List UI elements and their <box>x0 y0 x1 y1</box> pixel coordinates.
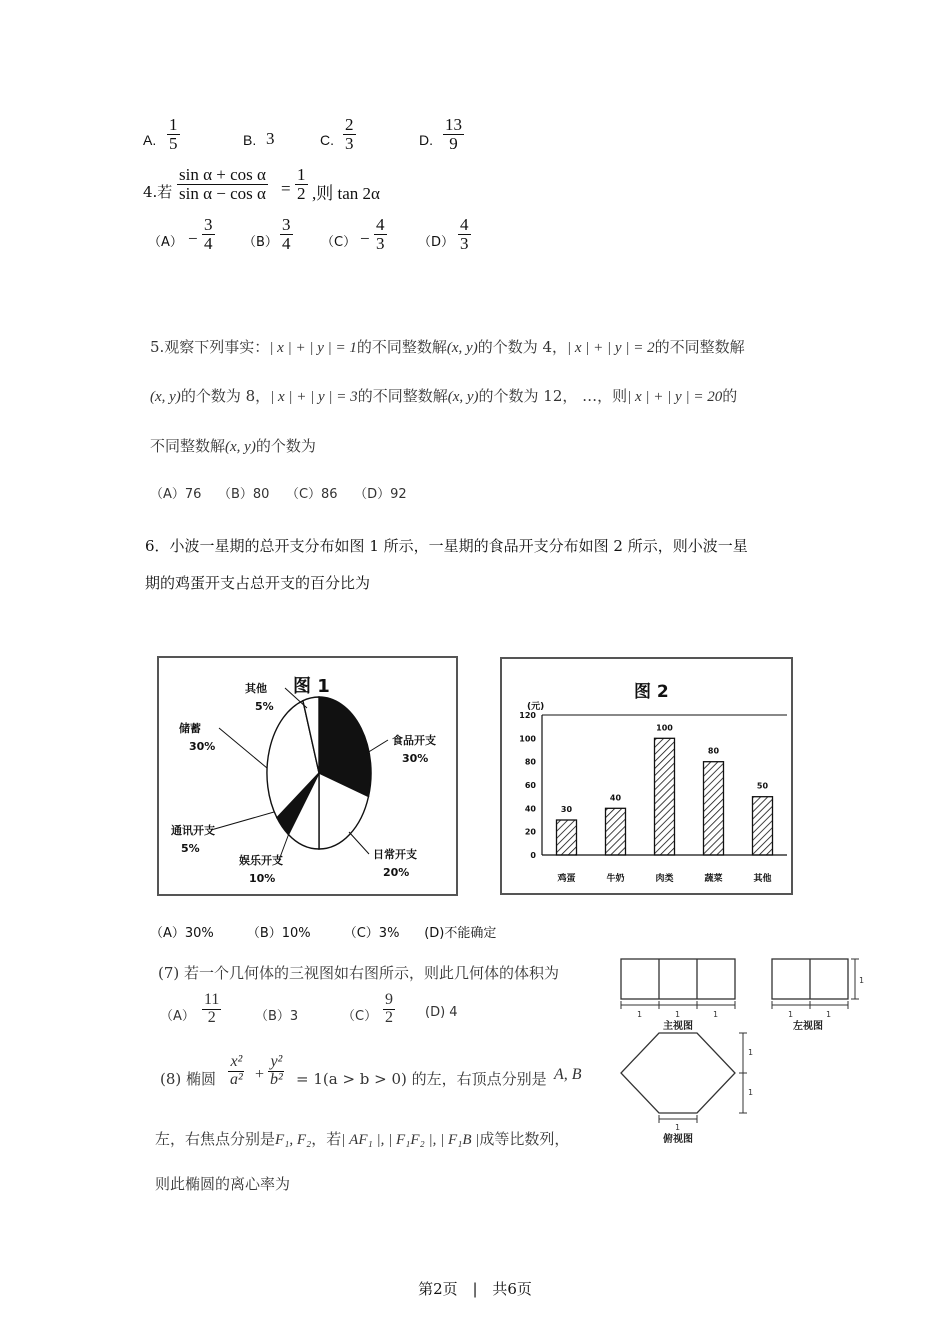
q4-prefix: 4.若 <box>143 183 173 201</box>
top-view-label: 俯视图 <box>663 1134 693 1145</box>
q4-option-b-fraction <box>280 216 293 253</box>
top-view <box>621 1033 747 1123</box>
q4-options <box>148 216 548 266</box>
q3-option-d-fraction <box>443 116 464 153</box>
pie-value-label: 30% <box>189 740 216 753</box>
q7-c-numerator: 9 <box>385 991 393 1008</box>
q7-option-a-fraction <box>202 992 221 1027</box>
q8-plus: + <box>255 1066 265 1083</box>
top-dim-height-2: 1 <box>748 1088 754 1097</box>
q7-option-b: （B）3 <box>255 1009 299 1024</box>
q4-option-d-fraction <box>458 216 471 253</box>
bar-title: 图 2 <box>634 682 669 702</box>
q8-if-text: ，若 <box>311 1130 342 1148</box>
bar-category-label: 鸡蛋 <box>557 874 576 884</box>
front-dim-1: 1 <box>637 1010 643 1019</box>
bar-data-label: 50 <box>756 781 769 791</box>
q4-c-denominator: 3 <box>376 233 385 253</box>
q5-intro: 5.观察下列事实： <box>150 338 270 356</box>
pie-leader-line <box>219 728 267 768</box>
q5-count-4: 的个数为 4， <box>477 338 568 356</box>
q4-a-denominator: 4 <box>204 233 213 253</box>
q8-vertices: A, B <box>554 1066 582 1083</box>
q3-d-denominator: 9 <box>449 133 458 153</box>
bar-y-tick-label: 120 <box>519 711 536 720</box>
bar-category-label: 牛奶 <box>606 874 625 884</box>
q5-equation-20: | x | + | y | = 20 <box>627 389 723 405</box>
front-view <box>621 959 735 1009</box>
q8-x-fraction <box>228 1054 245 1089</box>
pie-leader-line <box>367 740 388 753</box>
q5-text-count-is: 的个数为 <box>255 437 316 455</box>
page-number: 第2页 <box>418 1280 458 1298</box>
q5-text-de: 的 <box>722 387 738 405</box>
q3-a-denominator: 5 <box>169 133 178 153</box>
pie-label: 日常开支 <box>373 848 417 861</box>
pie-chart <box>159 658 456 894</box>
pie-label: 储蓄 <box>179 722 201 735</box>
q8-foci-text: 左，右焦点分别是 <box>155 1130 276 1148</box>
bar-chart <box>502 659 791 893</box>
q7-option-a-label: （A） <box>160 1009 195 1024</box>
q5-text-solutions-2: 的不同整数解 <box>654 338 745 356</box>
q5-line-1 <box>150 336 850 357</box>
q3-option-a-label: A. <box>143 132 157 148</box>
q3-c-denominator: 3 <box>345 133 354 153</box>
q3-d-numerator: 13 <box>445 115 462 134</box>
q7-option-d: (D) 4 <box>425 1005 458 1020</box>
q4-d-numerator: 4 <box>460 215 469 234</box>
pie-title: 图 1 <box>293 676 330 697</box>
q3-options <box>143 116 483 166</box>
bar-category-label: 其他 <box>753 874 772 884</box>
top-dim-width: 1 <box>675 1123 681 1132</box>
q4-main-fraction <box>177 166 268 203</box>
bar-category-label: 蔬菜 <box>704 874 723 884</box>
pie-label: 娱乐开支 <box>239 854 283 867</box>
q5-text-solutions-3: 的不同整数解 <box>357 387 448 405</box>
bar-鸡蛋 <box>557 820 577 855</box>
q4-option-b-label: （B） <box>243 235 278 250</box>
pie-leader-line <box>349 832 369 854</box>
side-dim-2: 1 <box>826 1010 832 1019</box>
side-view <box>772 959 859 1009</box>
pie-value-label: 5% <box>255 700 274 713</box>
q3-option-c-fraction <box>343 116 356 153</box>
q4-option-c-sign: − <box>360 229 370 248</box>
q5-text-solutions-1: 的不同整数解 <box>356 338 447 356</box>
q8-stem-a: (8) 椭圆 <box>160 1070 217 1088</box>
three-view-drawing <box>615 955 870 1145</box>
q8-y-denominator: b² <box>270 1070 283 1088</box>
front-view-label: 主视图 <box>663 1021 693 1032</box>
q5-pair-3: (x, y) <box>447 389 479 405</box>
figure-2-box <box>500 657 793 895</box>
q3-option-b-value: 3 <box>266 129 275 148</box>
pie-value-label: 10% <box>249 872 276 885</box>
q3-option-b-label: B. <box>243 132 257 148</box>
q4-option-c-fraction <box>374 216 387 253</box>
q4-rhs-fraction <box>295 166 308 203</box>
bar-其他 <box>753 797 773 855</box>
q7-a-numerator: 11 <box>204 991 220 1008</box>
q4-fraction-numerator: sin α + cos α <box>179 165 266 184</box>
bar-肉类 <box>655 738 675 855</box>
q4-option-a-fraction <box>202 216 215 253</box>
q5-line-3 <box>150 435 550 456</box>
q5-text-different: 不同整数解 <box>150 437 226 455</box>
q4-b-numerator: 3 <box>282 215 291 234</box>
bar-ylabel: (元) <box>527 702 545 712</box>
side-dim-1: 1 <box>788 1010 794 1019</box>
front-dim-2: 1 <box>675 1010 681 1019</box>
bar-y-tick-label: 40 <box>524 804 536 814</box>
q5-pair-2: (x, y) <box>150 389 181 405</box>
q8-x-numerator: x² <box>230 1053 243 1070</box>
q8-y-numerator: y² <box>270 1053 283 1070</box>
q3-option-d-label: D. <box>419 132 433 148</box>
q4-fraction-denominator: sin α − cos α <box>179 183 266 203</box>
q7-option-c-fraction <box>383 992 395 1027</box>
q8-line-3: 则此椭圆的离心率为 <box>155 1175 291 1193</box>
pie-value-label: 5% <box>181 842 200 855</box>
q5-equation-3: | x | + | y | = 3 <box>270 389 358 405</box>
q4-rhs-denominator: 2 <box>297 183 306 203</box>
front-dim-3: 1 <box>713 1010 719 1019</box>
q7-a-denominator: 2 <box>207 1008 216 1026</box>
bar-y-tick-label: 100 <box>519 734 536 744</box>
pie-value-label: 30% <box>402 752 429 765</box>
footer-separator: | <box>472 1280 478 1298</box>
q5-equation-2: | x | + | y | = 2 <box>567 340 655 356</box>
bar-y-tick-label: 80 <box>524 757 536 767</box>
q5-count-8: 的个数为 8， <box>180 387 271 405</box>
pie-value-label: 20% <box>383 866 410 879</box>
pie-label: 食品开支 <box>392 734 436 747</box>
q4-c-numerator: 4 <box>376 215 385 234</box>
q3-option-a-fraction <box>167 116 180 153</box>
q7-options <box>160 992 490 1038</box>
q4-equals: = <box>281 179 291 198</box>
bar-y-tick-label: 60 <box>524 781 536 790</box>
bar-category-label: 肉类 <box>655 874 674 884</box>
q3-c-numerator: 2 <box>345 115 354 134</box>
side-view-label: 左视图 <box>793 1021 823 1032</box>
q8-line-2 <box>155 1128 569 1149</box>
q5-equation-1: | x | + | y | = 1 <box>269 340 357 356</box>
q4-d-denominator: 3 <box>460 233 469 253</box>
q7-stem: (7) 若一个几何体的三视图如右图所示，则此几何体的体积为 <box>158 964 560 982</box>
q8-y-fraction <box>268 1054 285 1089</box>
q3-a-numerator: 1 <box>169 115 178 134</box>
pie-label: 通讯开支 <box>171 824 215 837</box>
bar-data-label: 100 <box>656 723 673 733</box>
q5-pair-4: (x, y) <box>225 439 256 455</box>
q4-tail: ,则 tan 2α <box>312 184 380 203</box>
bar-牛奶 <box>606 808 626 855</box>
bar-data-label: 30 <box>560 805 573 814</box>
q8-foci: F₁, F₂ <box>275 1132 312 1148</box>
q4-a-numerator: 3 <box>204 215 213 234</box>
q7-c-denominator: 2 <box>385 1008 393 1026</box>
q5-count-12: 的个数为 12， …，则 <box>478 387 628 405</box>
q6-line-2: 期的鸡蛋开支占总开支的百分比为 <box>145 574 371 592</box>
q7-option-c-label: （C） <box>342 1009 378 1024</box>
q5-options: （A）76 （B）80 （C）86 （D）92 <box>150 487 407 502</box>
q8-x-denominator: a² <box>230 1070 243 1088</box>
bar-y-tick-label: 0 <box>530 851 536 860</box>
q4-option-a-label: （A） <box>148 235 183 250</box>
figure-1-box <box>157 656 458 896</box>
q4-option-d-label: （D） <box>418 235 455 250</box>
q8-geometric-text: 成等比数列， <box>479 1130 570 1148</box>
q8-sequence: | AF₁ |, | F₁F₂ |, | F₁B | <box>341 1132 480 1148</box>
bar-y-tick-label: 20 <box>524 827 536 837</box>
side-dim-height: 1 <box>859 976 865 985</box>
q6-line-1: 6．小波一星期的总开支分布如图 1 所示，一星期的食品开支分布如图 2 所示，则小波一星 <box>145 537 748 555</box>
page-total: 共6页 <box>492 1280 532 1298</box>
q4-b-denominator: 4 <box>282 233 291 253</box>
bar-蔬菜 <box>704 762 724 855</box>
q5-pair-1: (x, y) <box>446 340 478 356</box>
q3-option-c-label: C. <box>320 132 334 148</box>
q5-line-2 <box>150 385 850 406</box>
q8-stem-b: = 1(a > b > 0) 的左，右顶点分别是 <box>296 1070 547 1088</box>
top-dim-height-1: 1 <box>748 1048 754 1057</box>
pie-leader-line <box>211 810 281 830</box>
bar-data-label: 80 <box>707 746 720 756</box>
q4-stem <box>143 166 543 216</box>
q8-line-1 <box>160 1052 620 1104</box>
page-footer <box>0 1278 950 1299</box>
pie-label: 其他 <box>245 682 267 695</box>
bar-data-label: 40 <box>609 793 622 803</box>
q4-option-c-label: （C） <box>321 235 357 250</box>
q6-options: （A）30% （B）10% （C）3% (D)不能确定 <box>150 926 497 941</box>
q4-rhs-numerator: 1 <box>297 165 306 184</box>
q4-option-a-sign: − <box>188 229 198 248</box>
